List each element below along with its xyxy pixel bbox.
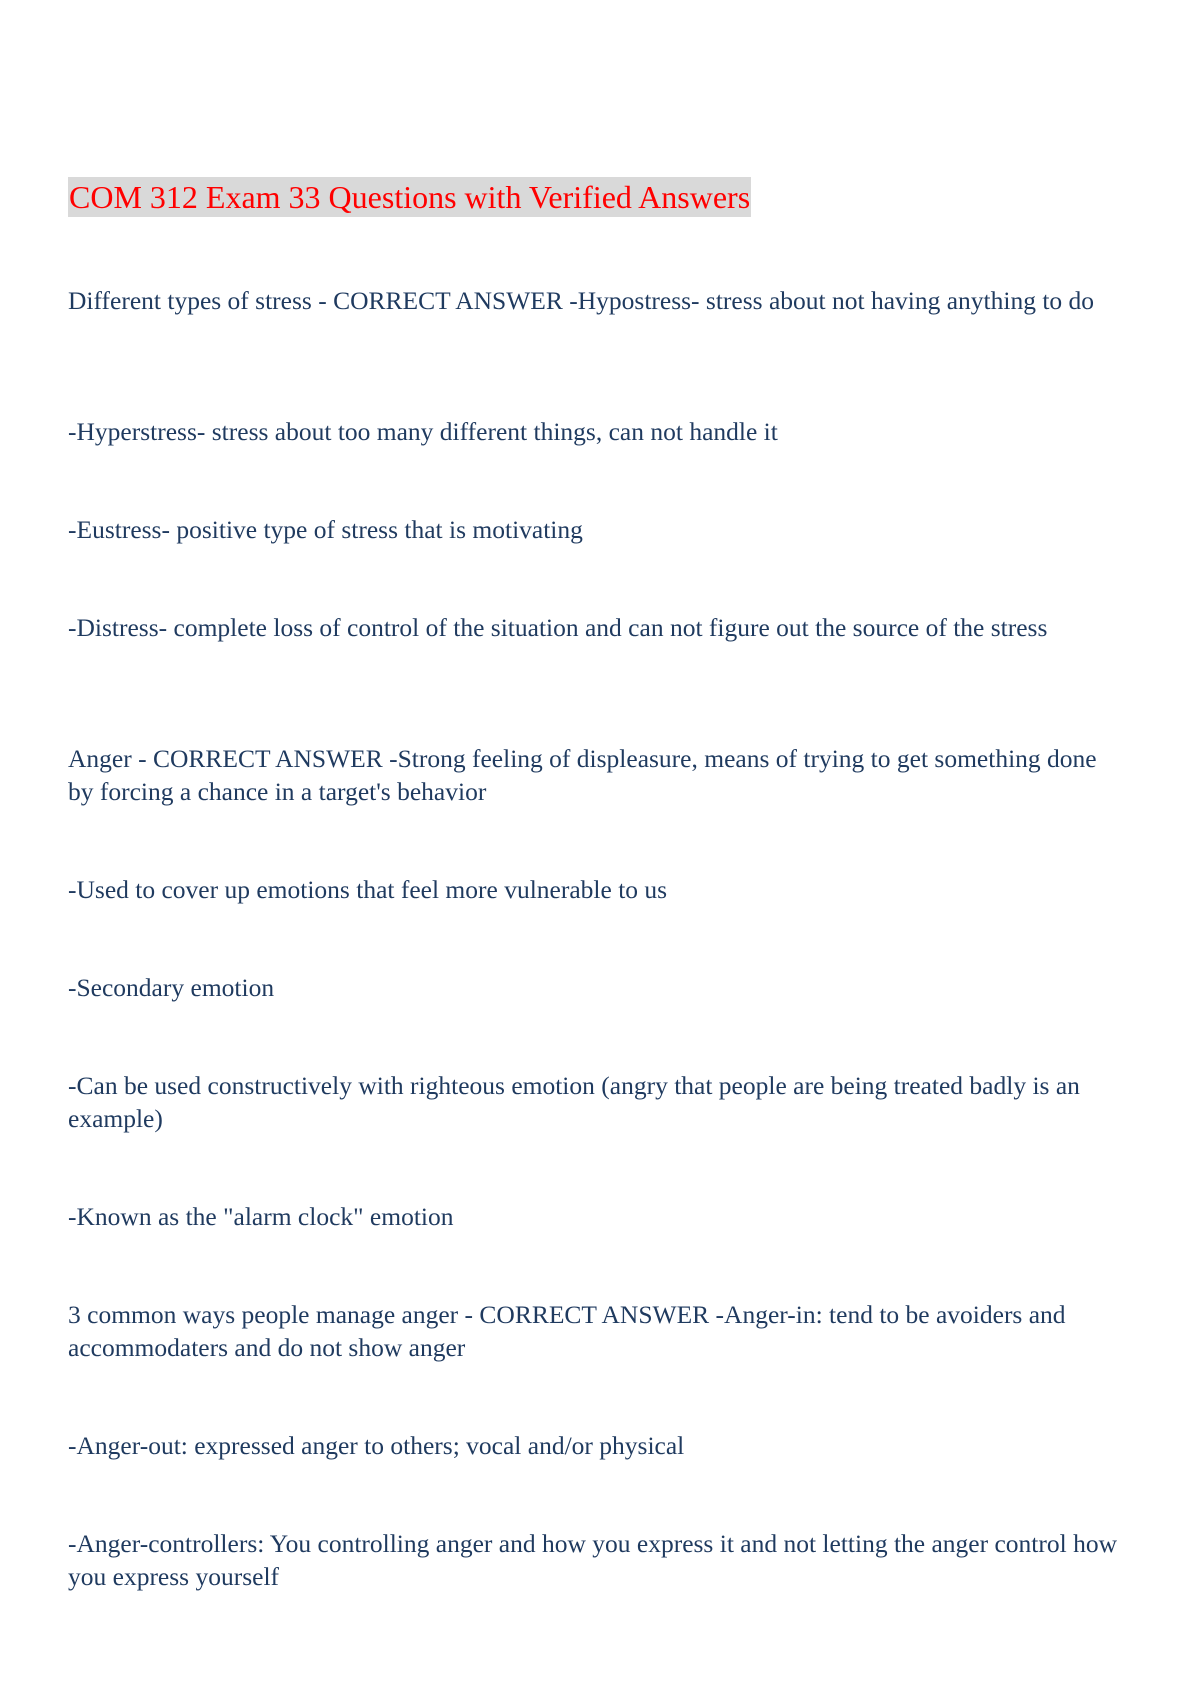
paragraph-manage-anger: 3 common ways people manage anger - CORRECT ANSWER -Anger-in: tend to be avoiders and accommodaters and do not show anger <box>68 1300 1066 1362</box>
paragraph-eustress: -Eustress- positive type of stress that is motivating <box>68 515 583 544</box>
document-title: COM 312 Exam 33 Questions with Verified Answers <box>69 179 751 215</box>
paragraph-anger-out: -Anger-out: expressed anger to others; vocal and/or physical <box>68 1431 685 1460</box>
paragraph-alarm-clock: -Known as the "alarm clock" emotion <box>68 1202 454 1231</box>
paragraph-secondary-emotion: -Secondary emotion <box>68 973 275 1002</box>
paragraph-stress-types: Different types of stress - CORRECT ANSWER -Hypostress- stress about not having anything to do <box>68 286 1095 315</box>
paragraph-hyperstress: -Hyperstress- stress about too many different things, can not handle it <box>68 417 778 446</box>
paragraph-anger-controllers: -Anger-controllers: You controlling anger and how you express it and not letting the anger control how you express yourself <box>68 1529 1118 1591</box>
paragraph-constructive-use: -Can be used constructively with righteous emotion (angry that people are being treated badly is an example) <box>68 1071 1080 1133</box>
paragraph-cover-emotions: -Used to cover up emotions that feel more vulnerable to us <box>68 875 668 904</box>
paragraph-distress: -Distress- complete loss of control of the situation and can not figure out the source of the stress <box>68 613 1048 642</box>
paragraph-anger: Anger - CORRECT ANSWER -Strong feeling of displeasure, means of trying to get something done by forcing a chance in a target's behavior <box>68 744 1097 806</box>
